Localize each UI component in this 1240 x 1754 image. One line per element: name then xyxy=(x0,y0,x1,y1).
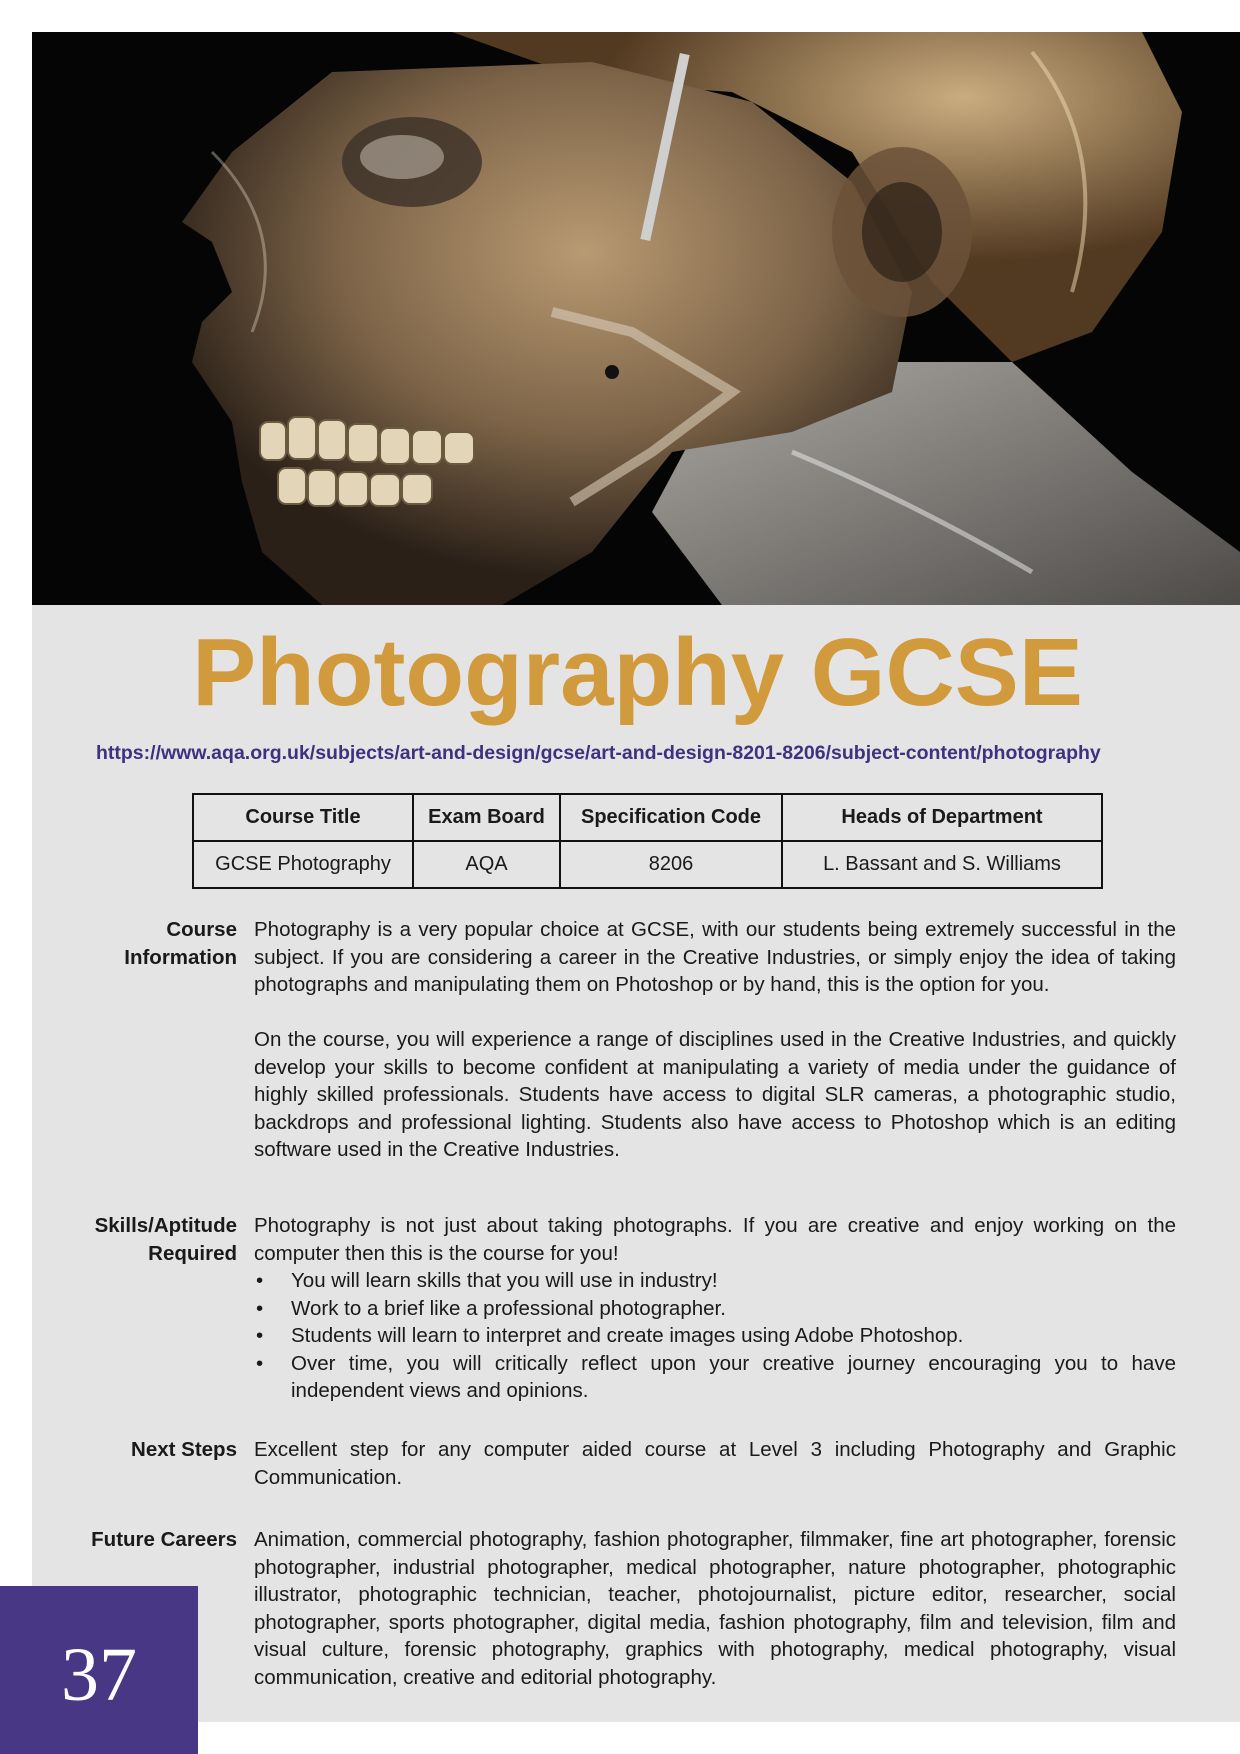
paragraph: Animation, commercial photography, fashion photographer, filmmaker, fine art photographer, forensic photographer, industrial photographer, medical photographer, nature photographer, photographic illustrator, photographic technician, teacher, photojournalist, picture editor, researcher, social photographer, sports photographer, digital media, fashion photography, film and television, film and visual culture, forensic photography, graphics with photography, medical photography, visual communication, creative and editorial photography. xyxy=(254,1528,1176,1689)
skills-list xyxy=(254,1267,1176,1405)
section-label xyxy=(40,1212,237,1267)
label-line: Skills/Aptitude xyxy=(94,1214,237,1237)
page-title: Photography GCSE xyxy=(192,619,1083,726)
section-label: Future Careers xyxy=(91,1528,237,1551)
hero-image xyxy=(32,32,1240,605)
label-line: Required xyxy=(148,1241,237,1265)
list-item: • You will learn skills that you will use in industry! xyxy=(254,1267,1176,1295)
label-line: Course xyxy=(166,918,237,941)
table-cell: L. Bassant and S. Williams xyxy=(782,841,1102,888)
page-number-badge: 37 xyxy=(0,1586,198,1754)
skull-portrait-illustration xyxy=(32,32,1240,605)
table-header-cell: Course Title xyxy=(193,794,413,841)
section-body xyxy=(254,1526,1176,1691)
table-cell: GCSE Photography xyxy=(193,841,413,888)
section-body xyxy=(254,1436,1176,1491)
list-item: • Over time, you will critically reflect upon your creative journey encouraging you to have independent views and opinions. xyxy=(254,1350,1176,1405)
paragraph: Excellent step for any computer aided course at Level 3 including Photography and Graphic Communication. xyxy=(254,1438,1176,1489)
table-row xyxy=(193,841,1102,888)
section-body xyxy=(254,916,1176,1164)
course-details-table xyxy=(192,793,1103,889)
table-header-cell: Exam Board xyxy=(413,794,560,841)
section-body xyxy=(254,1212,1176,1405)
table-header-cell: Heads of Department xyxy=(782,794,1102,841)
table-header-row xyxy=(193,794,1102,841)
table-cell: 8206 xyxy=(560,841,782,888)
table-cell: AQA xyxy=(413,841,560,888)
list-item: • Students will learn to interpret and create images using Adobe Photoshop. xyxy=(254,1322,1176,1350)
section-label xyxy=(40,916,237,971)
paragraph: Photography is not just about taking photographs. If you are creative and enjoy working on the computer then this is the course for you! xyxy=(254,1214,1176,1265)
label-line: Information xyxy=(124,945,237,969)
table-header-cell: Specification Code xyxy=(560,794,782,841)
list-item: • Work to a brief like a professional photographer. xyxy=(254,1295,1176,1323)
paragraph: Photography is a very popular choice at GCSE, with our students being extremely successful in the subject. If you are considering a career in the Creative Industries, or simply enjoy the idea of taking photographs and manipulating them on Photoshop or by hand, this is the option for you. xyxy=(254,918,1176,996)
aqa-specification-link[interactable]: https://www.aqa.org.uk/subjects/art-and-design/gcse/art-and-design-8201-8206/subject-content/photography xyxy=(96,742,1101,764)
section-label: Next Steps xyxy=(131,1438,237,1461)
paragraph: On the course, you will experience a range of disciplines used in the Creative Industries, and quickly develop your skills to become confident at manipulating a variety of media under the guidance of highly skilled professionals. Students have access to digital SLR cameras, a photographic studio, backdrops and professional lighting. Students also have access to Photoshop which is an editing software used in the Creative Industries. xyxy=(254,1028,1176,1161)
